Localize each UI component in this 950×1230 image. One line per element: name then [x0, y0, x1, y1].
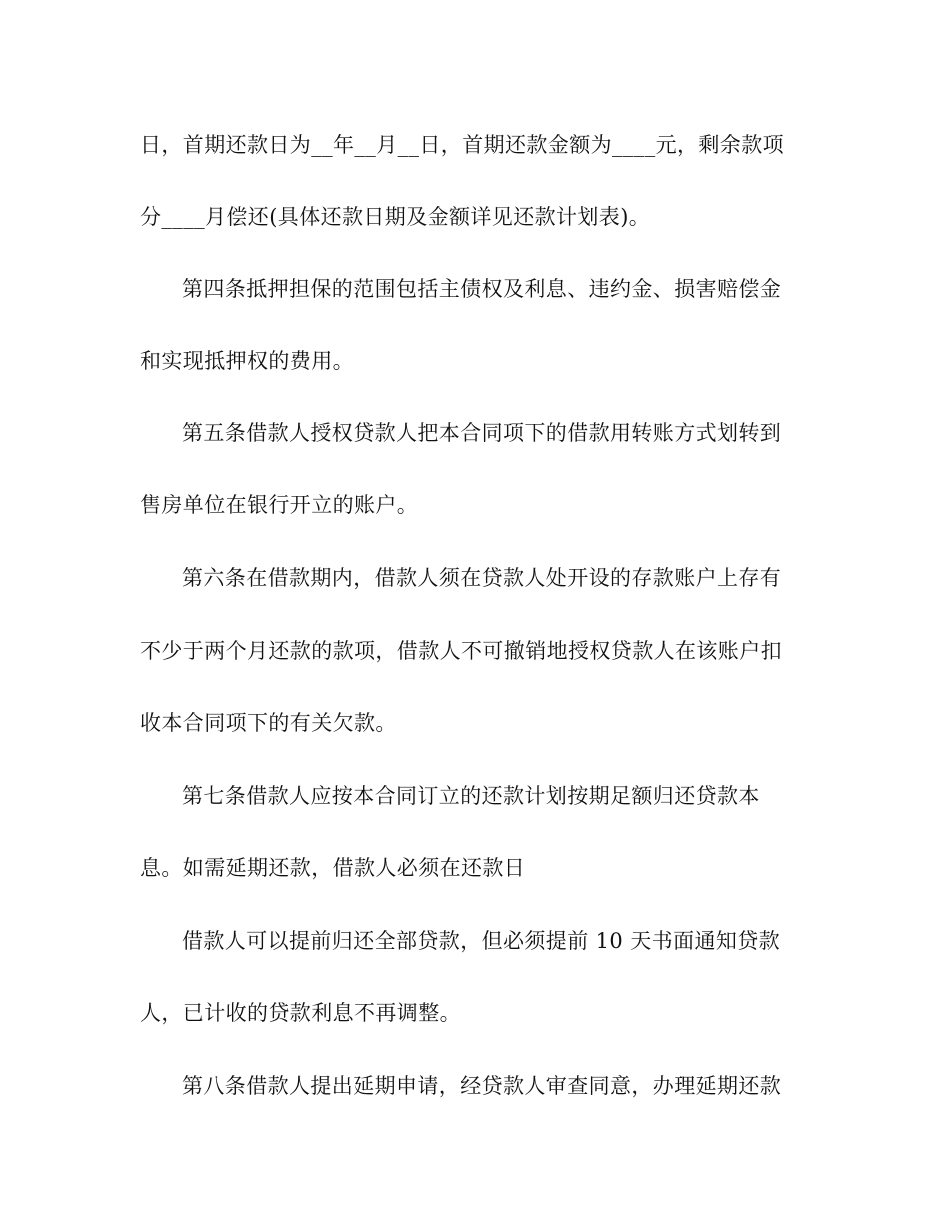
- article-7-line-1: 第七条借款人应按本合同订立的还款计划按期足额归还贷款本: [182, 784, 760, 808]
- article-8-line-1: 第八条借款人提出延期申请，经贷款人审查同意，办理延期还款: [182, 1074, 782, 1098]
- prepayment-line-1: 借款人可以提前归还全部贷款，但必须提前 10 天书面通知贷款: [182, 929, 781, 953]
- article-7-line-2: 息。如需延期还款，借款人必须在还款日: [140, 856, 526, 880]
- article-6-line-2: 不少于两个月还款的款项，借款人不可撤销地授权贷款人在该账户扣: [140, 639, 782, 663]
- article-4-line-1: 第四条抵押担保的范围包括主债权及利息、违约金、损害赔偿金: [182, 277, 782, 301]
- article-6-line-1: 第六条在借款期内，借款人须在贷款人处开设的存款账户上存有: [182, 566, 782, 590]
- prepayment-line-2: 人，已计收的贷款利息不再调整。: [140, 1001, 461, 1025]
- article-5-line-2: 售房单位在银行开立的账户。: [140, 493, 419, 517]
- article-6-line-3: 收本合同项下的有关欠款。: [140, 711, 397, 735]
- text-line-2: 分____月偿还(具体还款日期及金额详见还款计划表)。: [140, 205, 651, 229]
- article-4-line-2: 和实现抵押权的费用。: [140, 349, 354, 373]
- text-line-1: 日，首期还款日为__年__月__日，首期还款金额为____元，剩余款项: [140, 133, 784, 157]
- article-5-line-1: 第五条借款人授权贷款人把本合同项下的借款用转账方式划转到: [182, 421, 782, 445]
